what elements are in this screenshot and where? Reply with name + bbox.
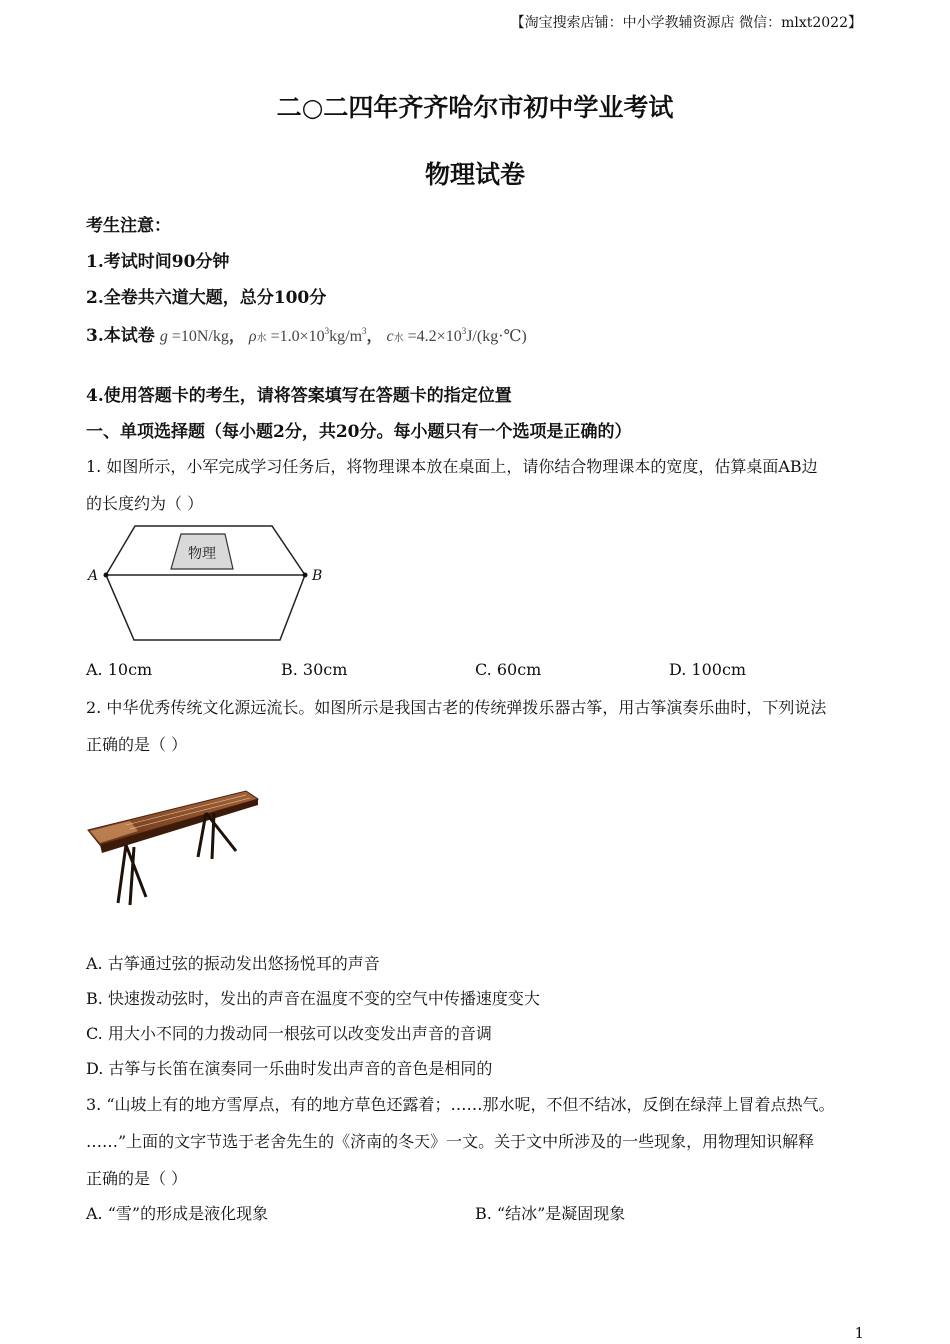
q1-stem-line2: 的长度约为（ ） <box>86 494 204 513</box>
guzheng-image <box>86 785 261 910</box>
q3-stem-line3: 正确的是（ ） <box>86 1169 188 1188</box>
page-number: 1 <box>854 1324 864 1342</box>
q3-option-b: B. “结冰”是凝固现象 <box>475 1204 626 1223</box>
q2-option-d: D. 古筝与长笛在演奏同一乐曲时发出声音的音色是相同的 <box>86 1059 493 1078</box>
q2-stem-line1: 2. 中华优秀传统文化源远流长。如图所示是我国古老的传统弹拨乐器古筝，用古筝演奏乐曲时，下列说法 <box>86 698 827 717</box>
exam-subject: 物理试卷 <box>424 160 525 189</box>
notice-item-3 <box>86 321 527 346</box>
q1-option-d: D. 100cm <box>669 660 747 679</box>
notice-item-4: 4.使用答题卡的考生，请将答案填写在答题卡的指定位置 <box>86 386 512 406</box>
q1-stem-line1: 1. 如图所示，小军完成学习任务后，将物理课本放在桌面上，请你结合物理课本的宽度，估算桌面AB边 <box>86 457 818 476</box>
desk-figure <box>84 520 329 645</box>
notice-item-1: 1.考试时间90分钟 <box>86 252 230 272</box>
book-label: 物理 <box>188 546 216 562</box>
q1-option-c: C. 60cm <box>475 660 542 679</box>
exam-title: 二○二四年齐齐哈尔市初中学业考试 <box>276 93 674 122</box>
notice-item-3-label: 3.本试卷 <box>86 326 155 346</box>
notice-item-2: 2.全卷共六道大题，总分100分 <box>86 288 327 308</box>
notice-heading: 考生注意： <box>86 216 171 236</box>
point-b <box>303 573 308 578</box>
constants-formula: g =10N/kg， ρ水 $=1.0\times 10^3kg/m^3$， c水 $=4.2\times 10^3J/(kg\cdot℃)$ <box>159 326 527 345</box>
q2-option-a: A. 古筝通过弦的振动发出悠扬悦耳的声音 <box>86 954 380 973</box>
q2-option-c: C. 用大小不同的力拨动同一根弦可以改变发出声音的音调 <box>86 1024 492 1043</box>
q2-stem-line2: 正确的是（ ） <box>86 735 188 754</box>
q3-stem-line2: ……”上面的文字节选于老舍先生的《济南的冬天》一文。关于文中所涉及的一些现象，用物理知识解释 <box>86 1132 815 1151</box>
label-b: B <box>312 568 323 584</box>
q1-option-b: B. 30cm <box>281 660 348 679</box>
point-a <box>104 573 109 578</box>
q1-option-a: A. 10cm <box>86 660 153 679</box>
header-note: 【淘宝搜索店铺：中小学教辅资源店 微信：mlxt2022】 <box>510 15 862 31</box>
q3-option-a: A. “雪”的形成是液化现象 <box>86 1204 269 1223</box>
label-a: A <box>88 568 99 584</box>
section-1-heading: 一、单项选择题（每小题2分，共20分。每小题只有一个选项是正确的） <box>86 422 632 442</box>
q2-option-b: B. 快速拨动弦时，发出的声音在温度不变的空气中传播速度变大 <box>86 989 540 1008</box>
q3-stem-line1: 3. “山坡上有的地方雪厚点，有的地方草色还露着；……那水呢，不但不结冰，反倒在绿萍上冒着点热气。 <box>86 1095 835 1114</box>
